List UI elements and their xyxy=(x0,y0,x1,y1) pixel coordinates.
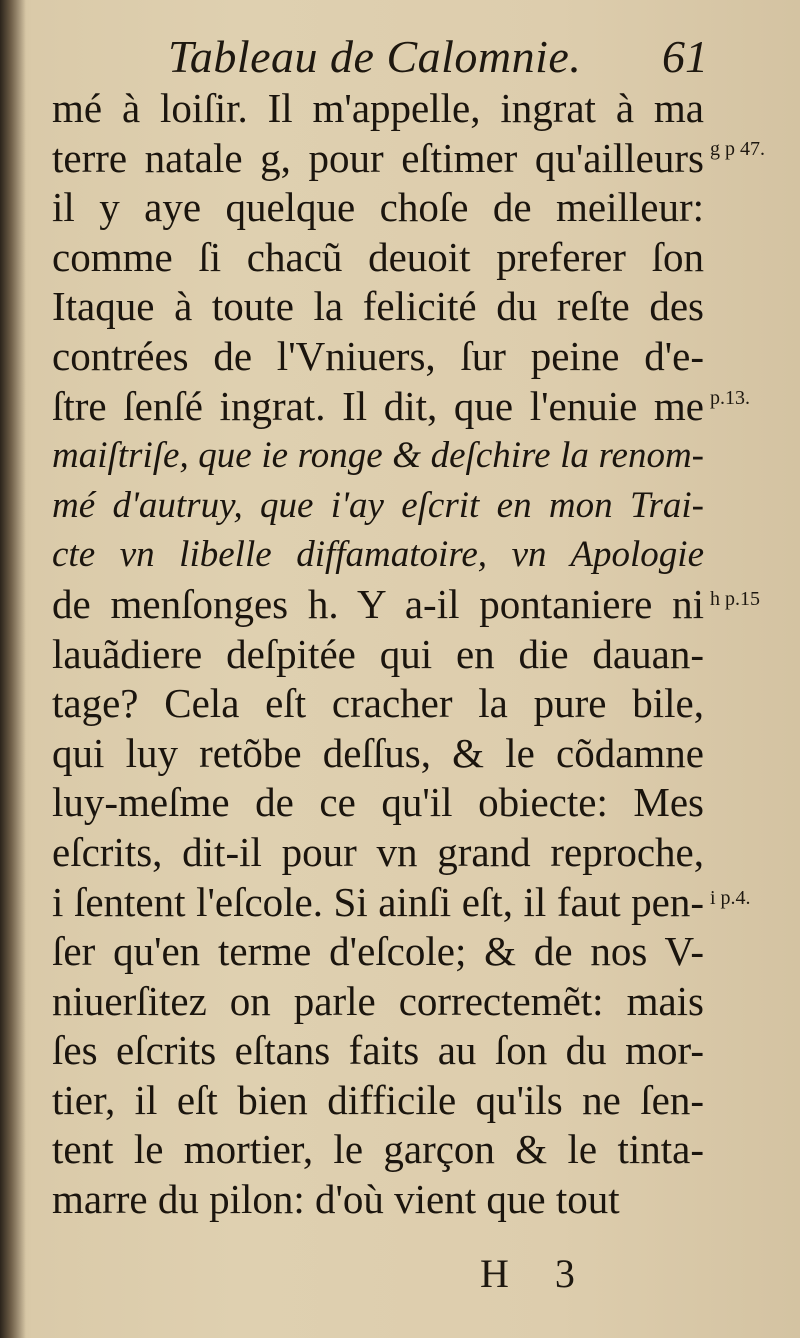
text-line-21: tier, il eſt bien difficile qu'ils ne ſen- xyxy=(52,1076,704,1123)
text-line-10: cte vn libelle diffamatoire, vn Apologie xyxy=(52,534,704,576)
text-line-1: mé à loiſir. Il m'appelle, ingrat à ma xyxy=(52,85,704,131)
running-title: Tableau de Calomnie. xyxy=(168,31,582,82)
text-line-22: tent le mortier, le garçon & le tinta- xyxy=(52,1126,704,1173)
margin-note-h: h p.15 xyxy=(710,588,760,610)
margin-note-i: i p.4. xyxy=(710,887,751,909)
text-line-4: comme ſi chacũ deuoit preferer ſon xyxy=(52,233,704,280)
margin-note-g: g p 47. xyxy=(710,138,765,160)
text-line-15: luy-meſme de ce qu'il obiecte: Mes xyxy=(52,779,704,826)
text-line-17: i ſentent l'eſcole. Si ainſi eſt, il faut pen- xyxy=(52,878,704,925)
page-number: 61 xyxy=(662,31,708,82)
page-footer xyxy=(480,1250,620,1300)
margin-notes xyxy=(700,0,800,1338)
text-line-13: tage? Cela eſt cracher la pure bile, xyxy=(52,680,704,727)
text-line-16: eſcrits, dit-il pour vn grand reproche, xyxy=(52,828,704,875)
text-line-20: ſes eſcrits eſtans faits au ſon du mor- xyxy=(52,1027,704,1074)
text-line-2: terre natale g, pour eſtimer qu'ailleurs xyxy=(52,134,704,181)
gutter-shadow xyxy=(0,0,26,1338)
text-line-19: niuerſitez on parle correctemẽt: mais xyxy=(52,977,704,1024)
text-line-23: marre du pilon: d'où vient que tout xyxy=(52,1176,620,1223)
page-header xyxy=(168,30,708,90)
text-line-14: qui luy retõbe deſſus, & le cõdamne xyxy=(52,729,704,776)
signature-mark: H 3 xyxy=(480,1251,593,1296)
margin-note-p13: p.13. xyxy=(710,387,750,409)
text-line-12: lauãdiere deſpitée qui en die dauan- xyxy=(52,630,704,677)
text-line-11: de menſonges h. Y a-il pontaniere ni xyxy=(52,580,704,627)
text-line-3: il y aye quelque choſe de meilleur: xyxy=(52,184,704,231)
text-line-7: ſtre ſenſé ingrat. Il dit, que l'enuie me xyxy=(52,382,704,429)
text-line-18: ſer qu'en terme d'eſcole; & de nos V- xyxy=(52,928,704,975)
text-line-5: Itaque à toute la felicité du reſte des xyxy=(52,283,704,330)
text-line-8: maiſtriſe, que ie ronge & deſchire la renom- xyxy=(52,435,704,477)
text-line-9: mé d'autruy, que i'ay eſcrit en mon Trai- xyxy=(52,484,704,526)
text-line-6: contrées de l'Vniuers, ſur peine d'e- xyxy=(52,332,704,379)
text-block xyxy=(52,84,704,1225)
